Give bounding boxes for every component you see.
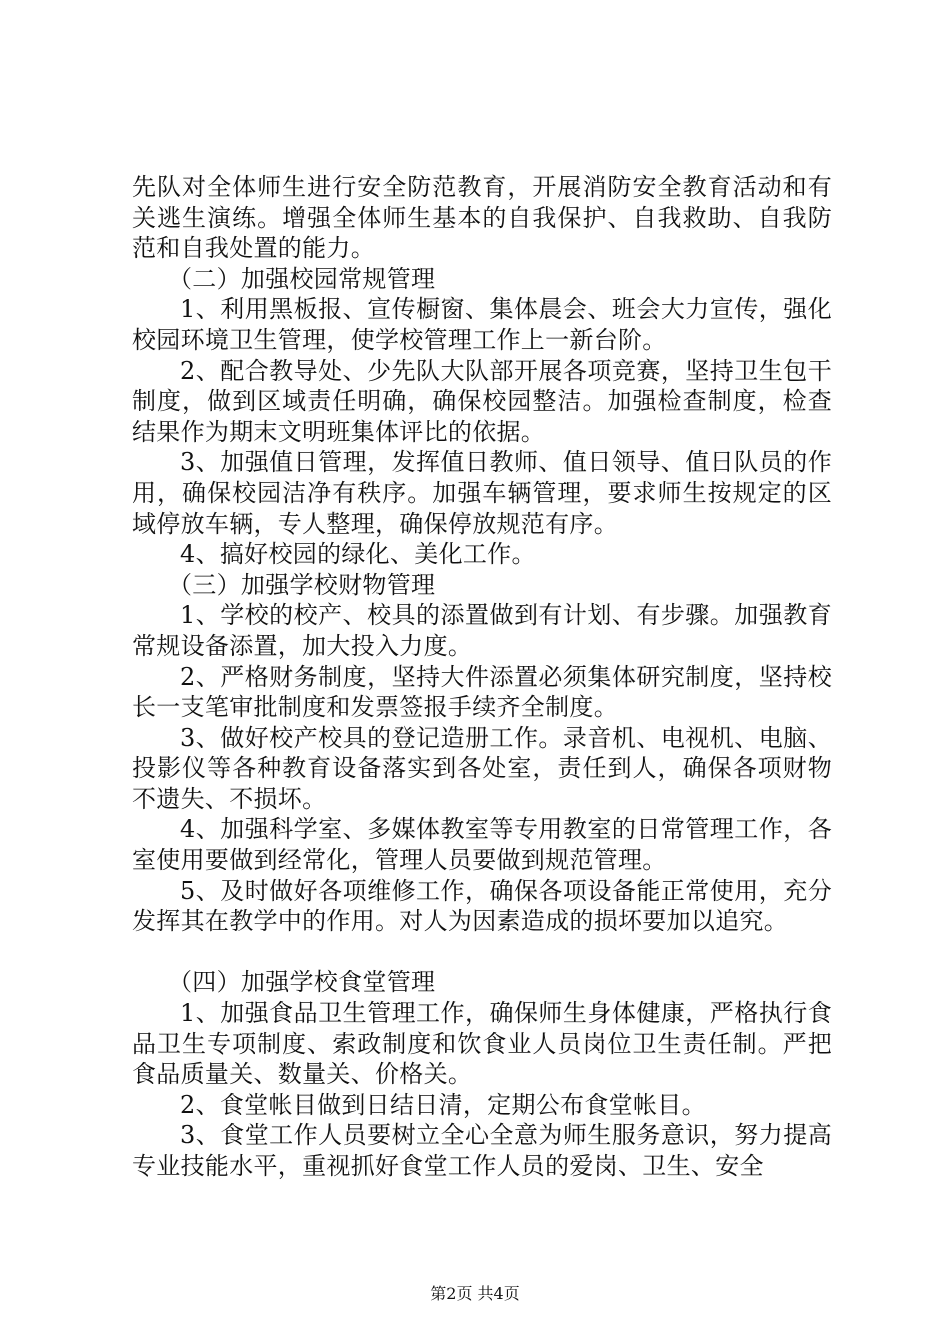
- paragraph-item: 3、加强值日管理，发挥值日教师、值日领导、值日队员的作用，确保校园洁净有秩序。加强车辆管理，要求师生按规定的区域停放车辆，专人整理，确保停放规范有序。: [132, 448, 832, 538]
- section-heading-2: （二）加强校园常规管理: [168, 264, 436, 293]
- section-heading-4: （四）加强学校食堂管理: [168, 968, 436, 997]
- paragraph-item: 3、食堂工作人员要树立全心全意为师生服务意识，努力提高专业技能水平，重视抓好食堂工作人员的爱岗、卫生、安全: [132, 1121, 832, 1180]
- page-footer: [0, 1283, 950, 1305]
- paragraph-continuation: 先队对全体师生进行安全防范教育，开展消防安全教育活动和有关逃生演练。增强全体师生基本的自我保护、自我救助、自我防范和自我处置的能力。: [132, 173, 832, 263]
- section-heading-3: （三）加强学校财物管理: [168, 570, 436, 599]
- page-number-label: 第2页 共4页: [430, 1284, 520, 1303]
- paragraph-item: 4、加强科学室、多媒体教室等专用教室的日常管理工作，各室使用要做到经常化，管理人员要做到规范管理。: [132, 815, 832, 875]
- paragraph-item: 2、食堂帐目做到日结日清，定期公布食堂帐目。: [180, 1090, 706, 1119]
- paragraph-item: 1、学校的校产、校具的添置做到有计划、有步骤。加强教育常规设备添置，加大投入力度。: [132, 601, 832, 660]
- document-body: [132, 172, 832, 1182]
- paragraph-item: 2、配合教导处、少先队大队部开展各项竞赛，坚持卫生包干制度，做到区域责任明确，确保校园整洁。加强检查制度，检查结果作为期末文明班集体评比的依据。: [132, 356, 832, 446]
- paragraph-item: 5、及时做好各项维修工作，确保各项设备能正常使用，充分发挥其在教学中的作用。对人为因素造成的损坏要加以追究。: [132, 876, 832, 936]
- paragraph-item: 1、利用黑板报、宣传橱窗、集体晨会、班会大力宣传，强化校园环境卫生管理，使学校管理工作上一新台阶。: [132, 295, 832, 354]
- paragraph-item: 2、严格财务制度，坚持大件添置必须集体研究制度，坚持校长一支笔审批制度和发票签报手续齐全制度。: [132, 662, 832, 722]
- paragraph-gap: [132, 937, 832, 968]
- paragraph-item: 4、搞好校园的绿化、美化工作。: [180, 540, 536, 569]
- paragraph-item: 3、做好校产校具的登记造册工作。录音机、电视机、电脑、投影仪等各种教育设备落实到各处室，责任到人，确保各项财物不遗失、不损坏。: [132, 723, 832, 813]
- paragraph-item: 1、加强食品卫生管理工作，确保师生身体健康，严格执行食品卫生专项制度、索政制度和饮食业人员岗位卫生责任制。严把食品质量关、数量关、价格关。: [132, 999, 832, 1089]
